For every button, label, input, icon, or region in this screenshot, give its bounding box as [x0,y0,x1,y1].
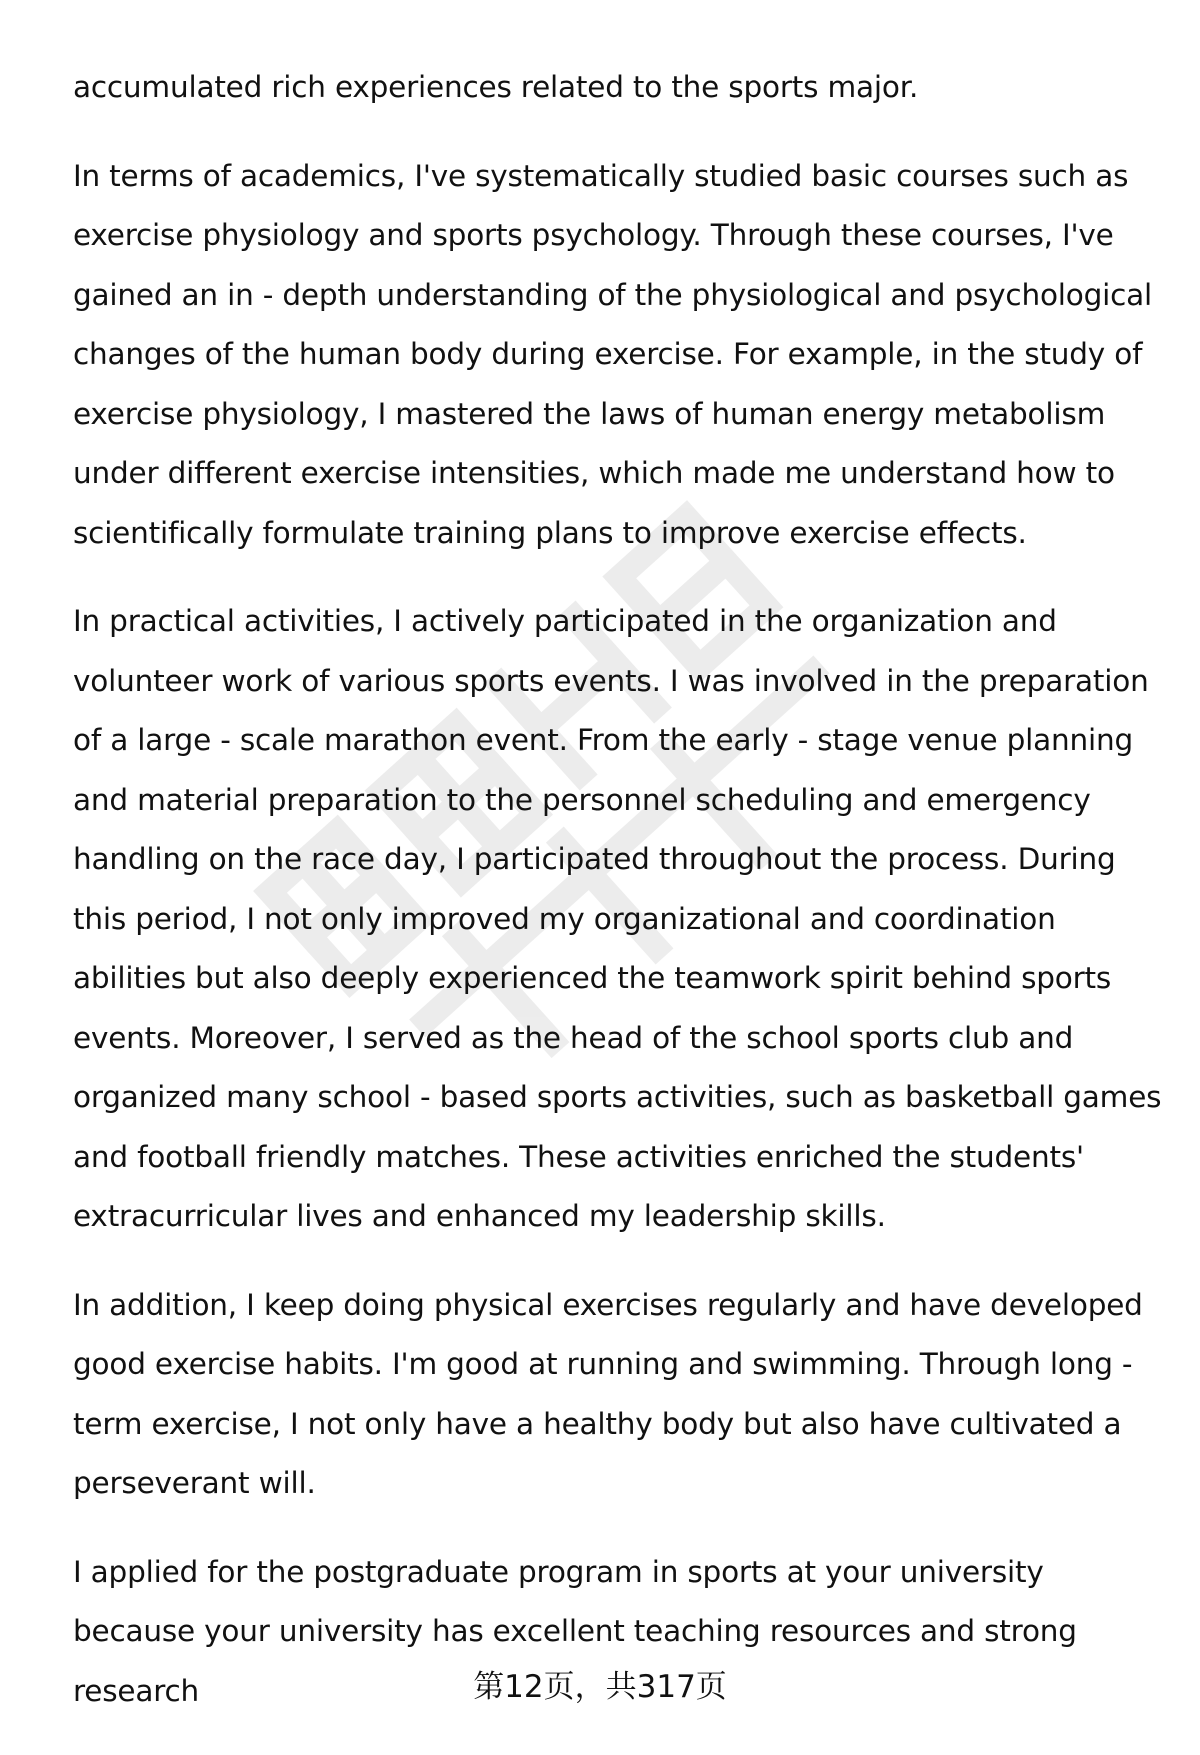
paragraph-3: In practical activities, I actively participated in the organization and volunteer work of various sports events. I was involved in the preparation of a large - scale marathon event. From the early - stage venue planning and material preparation to the personnel scheduling and emergency handling on the race day, I participated throughout the process. During this period, I not only improved my organizational and coordination abilities but also deeply experienced the teamwork spirit behind sports events. Moreover, I served as the head of the school sports club and organized many school - based sports activities, such as basketball games and football friendly matches. These activities enriched the students' extracurricular lives and enhanced my leadership skills. [73,604,1162,1233]
paragraph-4: In addition, I keep doing physical exercises regularly and have developed good exercise habits. I'm good at running and swimming. Through long - term exercise, I not only have a healthy body but also have cultivated a perseverant will. [73,1287,1143,1500]
page-number: 第12页，共317页 [473,1669,727,1705]
paragraph-2: In terms of academics, I've systematically studied basic courses such as exercise physiology and sports psychology. Through these courses, I've gained an in - depth understanding of the physiological and psychological changes of the human body during exercise. For example, in the study of exercise physiology, I mastered the laws of human energy metabolism under different exercise intensities, which made me understand how to scientifically formulate training plans to improve exercise effects. [73,158,1153,550]
paragraph-5: I applied for the postgraduate program in sports at your university because your university has excellent teaching resources and strong research [73,1554,1077,1708]
paragraph-1: accumulated rich experiences related to the sports major. [73,70,919,104]
document-body [73,58,1163,1750]
